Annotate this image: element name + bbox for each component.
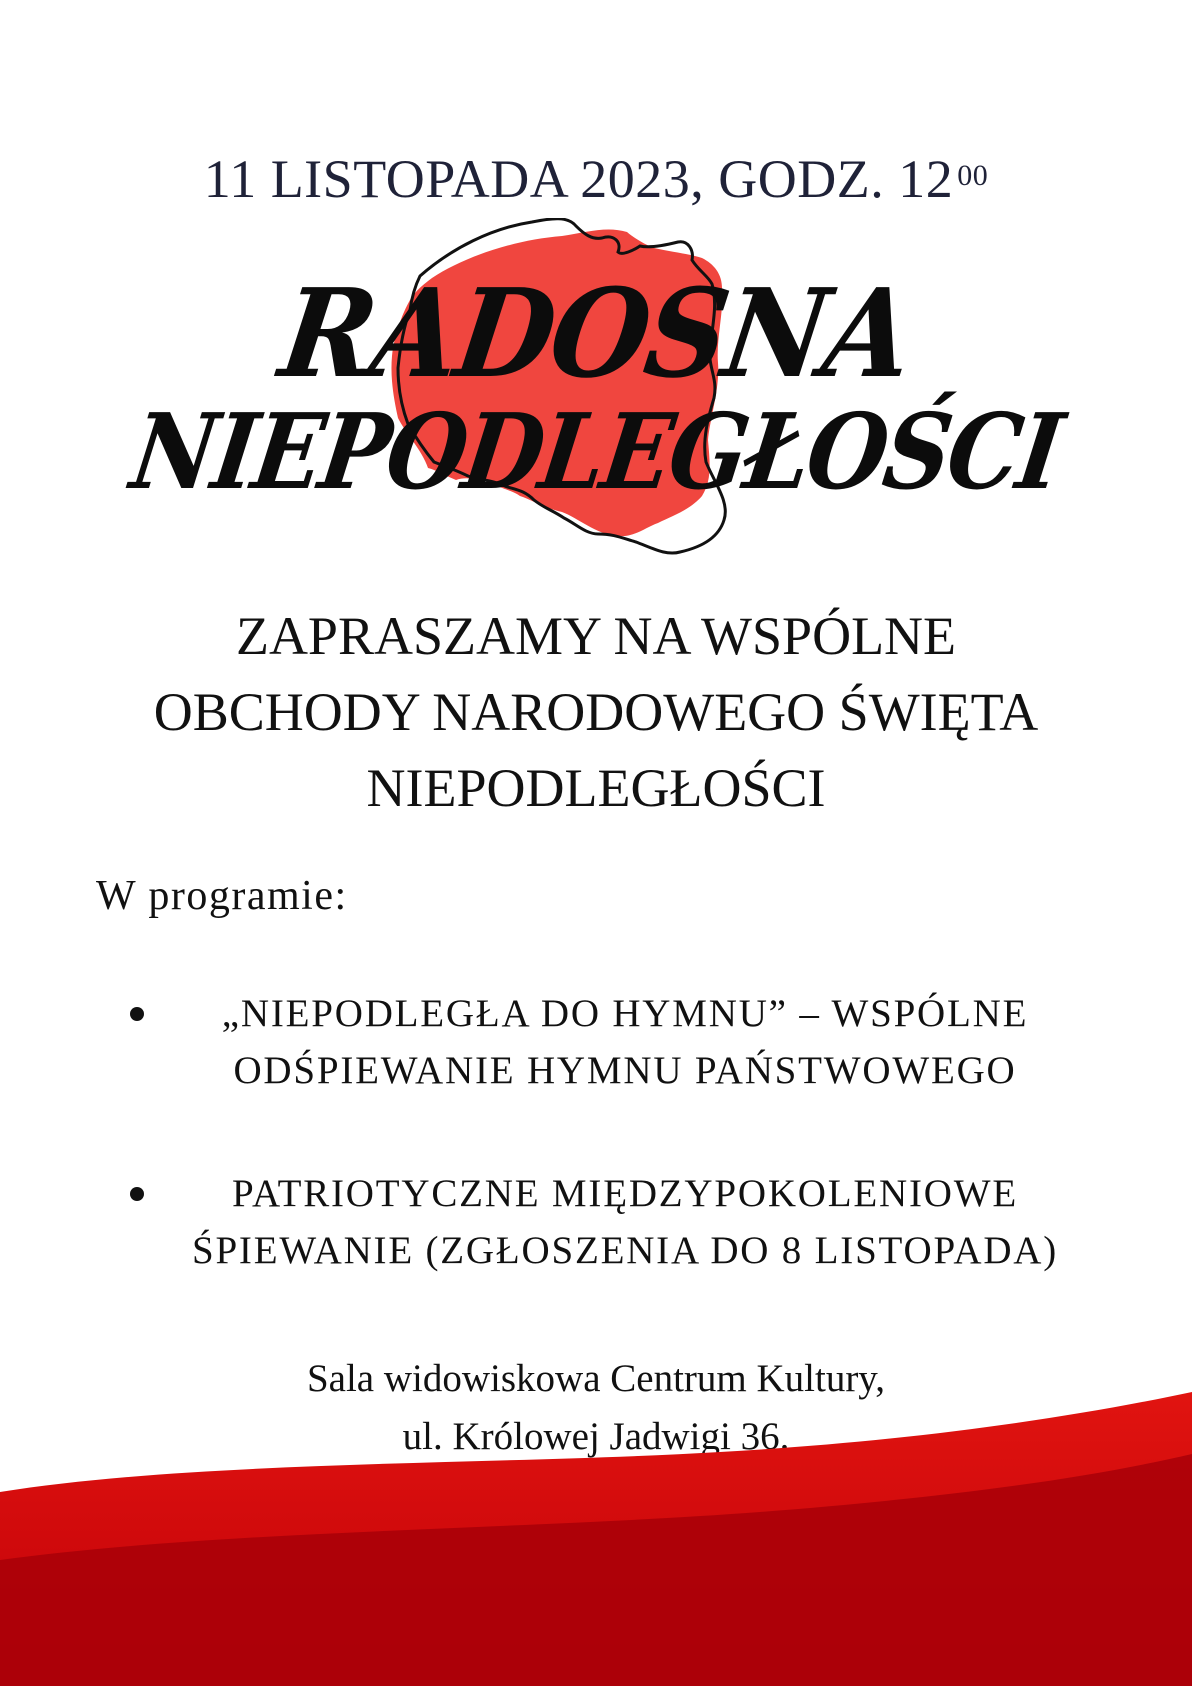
program-item-line-1: „NIEPODLEGŁA DO HYMNU” – WSPÓLNE [221,992,1029,1035]
program-label: W programie: [96,873,348,919]
program-item-text [150,985,1100,1099]
event-date-text: 11 LISTOPADA 2023, GODZ. 12 [203,149,954,209]
bullet-dot-icon [130,1007,144,1021]
program-item-line-2: ŚPIEWANIE (ZGŁOSZENIA DO 8 LISTOPADA) [191,1229,1059,1272]
venue-line-1: Sala widowiskowa Centrum Kultury, [306,1357,886,1400]
invitation-line-1: ZAPRASZAMY NA WSPÓLNE [235,606,957,666]
bullet-dot-icon [130,1187,144,1201]
invitation-line-2: OBCHODY NARODOWEGO ŚWIĘTA [153,682,1039,742]
invitation-line-3: NIEPODLEGŁOŚCI [366,758,826,818]
title-line-1: RADOSNA [272,261,920,405]
program-item-line-1: PATRIOTYCZNE MIĘDZYPOKOLENIOWE [232,1172,1018,1215]
program-item-text [150,1165,1100,1279]
program-item-line-2: ODŚPIEWANIE HYMNU PAŃSTWOWEGO [233,1049,1017,1092]
event-time-minutes: 00 [957,159,989,192]
venue-line-2: ul. Królowej Jadwigi 36. [402,1415,790,1458]
event-date [0,148,1192,210]
title-line-2: NIEPODLEGŁOŚCI [124,390,1068,513]
invitation-text [0,598,1192,826]
red-wave-decoration [0,1390,1192,1686]
